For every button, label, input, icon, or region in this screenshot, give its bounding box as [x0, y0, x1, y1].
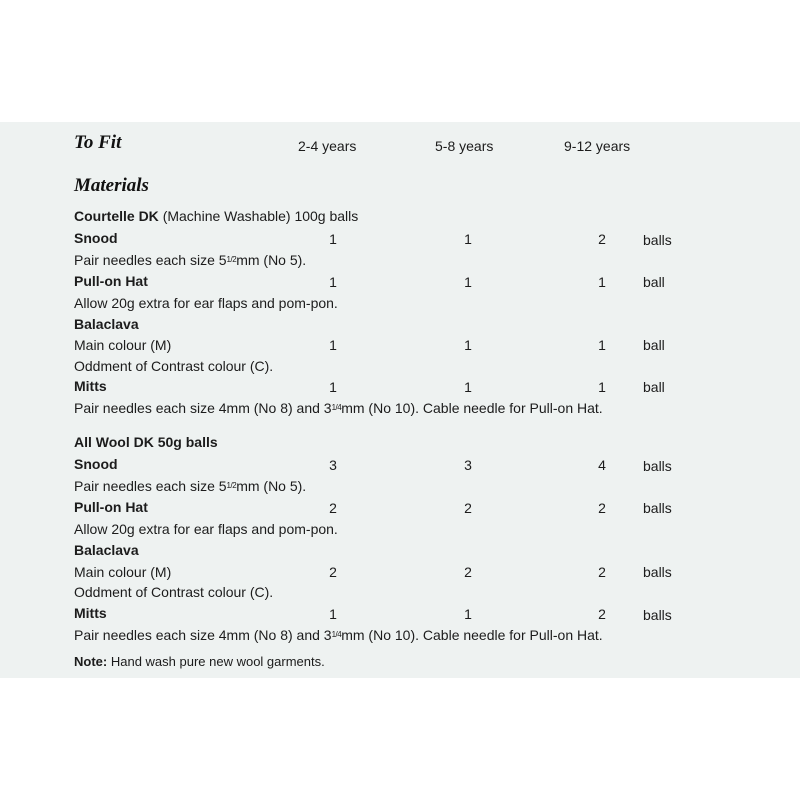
courtelle-contrast-note: Oddment of Contrast colour (C).: [74, 358, 274, 374]
wool-hat-qty-3: 2: [598, 500, 606, 516]
courtelle-hat-note: Allow 20g extra for ear flaps and pom-pon.: [74, 295, 338, 311]
wool-hat-qty-1: 2: [329, 500, 337, 516]
wool-snood-unit: balls: [643, 458, 672, 474]
wool-snood-needles: Pair needles each size $5^{1/2}mm$ (No 5).: [74, 478, 307, 494]
wool-main-colour-qty-3: 2: [598, 564, 606, 580]
courtelle-title: [74, 208, 358, 224]
wool-mitts-qty-1: 1: [329, 606, 337, 622]
courtelle-balaclava-label: Balaclava: [74, 316, 139, 332]
wool-mitts-unit: balls: [643, 607, 672, 623]
wool-contrast-note: Oddment of Contrast colour (C).: [74, 584, 274, 600]
wool-mitts-qty-3: 2: [598, 606, 606, 622]
courtelle-main-colour-unit: ball: [643, 337, 665, 353]
to-fit-heading: To Fit: [74, 132, 122, 153]
courtelle-snood-qty-3: 2: [598, 231, 606, 247]
courtelle-main-colour-qty-3: 1: [598, 337, 606, 353]
wool-hat-unit: balls: [643, 500, 672, 516]
courtelle-hat-unit: ball: [643, 274, 665, 290]
wool-main-colour-label: Main colour (M): [74, 564, 172, 580]
courtelle-main-colour-qty-1: 1: [329, 337, 337, 353]
wool-main-colour-qty-1: 2: [329, 564, 337, 580]
wool-mitts-needles: Pair needles each size 4mm (No 8) and $3^{1/4}mm$ (No 10). Cable needle for Pull-on Hat.: [74, 627, 603, 643]
wool-balaclava-label: Balaclava: [74, 542, 139, 558]
wool-mitts-label: Mitts: [74, 605, 107, 621]
courtelle-mitts-qty-2: 1: [464, 379, 472, 395]
size-9-12: 9-12 years: [564, 138, 631, 154]
courtelle-mitts-qty-1: 1: [329, 379, 337, 395]
wool-title: All Wool DK 50g balls: [74, 434, 218, 450]
care-note: [74, 654, 325, 669]
wool-hat-note: Allow 20g extra for ear flaps and pom-pon.: [74, 521, 338, 537]
courtelle-title-bold: Courtelle DK: [74, 208, 159, 224]
courtelle-main-colour-label: Main colour (M): [74, 337, 172, 353]
wool-snood-qty-1: 3: [329, 457, 337, 473]
courtelle-title-rest: (Machine Washable) 100g balls: [162, 208, 359, 224]
courtelle-mitts-qty-3: 1: [598, 379, 606, 395]
courtelle-mitts-unit: ball: [643, 379, 665, 395]
courtelle-hat-label: Pull-on Hat: [74, 273, 148, 289]
courtelle-snood-needles: Pair needles each size $5^{1/2}mm$ (No 5).: [74, 252, 307, 268]
courtelle-hat-qty-2: 1: [464, 274, 472, 290]
wool-main-colour-unit: balls: [643, 564, 672, 580]
courtelle-hat-qty-1: 1: [329, 274, 337, 290]
wool-hat-label: Pull-on Hat: [74, 499, 148, 515]
materials-heading: Materials: [74, 175, 149, 196]
courtelle-hat-qty-3: 1: [598, 274, 606, 290]
wool-snood-qty-3: 4: [598, 457, 606, 473]
wool-snood-label: Snood: [74, 456, 118, 472]
care-note-text: Hand wash pure new wool garments.: [110, 654, 325, 669]
wool-hat-qty-2: 2: [464, 500, 472, 516]
wool-snood-qty-2: 3: [464, 457, 472, 473]
courtelle-main-colour-qty-2: 1: [464, 337, 472, 353]
care-note-label: Note:: [74, 654, 108, 669]
wool-mitts-qty-2: 1: [464, 606, 472, 622]
wool-main-colour-qty-2: 2: [464, 564, 472, 580]
courtelle-mitts-label: Mitts: [74, 378, 107, 394]
courtelle-snood-label: Snood: [74, 230, 118, 246]
size-5-8: 5-8 years: [435, 138, 494, 154]
size-2-4: 2-4 years: [298, 138, 357, 154]
pattern-page: [0, 122, 800, 678]
courtelle-snood-qty-1: 1: [329, 231, 337, 247]
courtelle-snood-qty-2: 1: [464, 231, 472, 247]
courtelle-snood-unit: balls: [643, 232, 672, 248]
courtelle-mitts-needles: Pair needles each size 4mm (No 8) and $3^{1/4}mm$ (No 10). Cable needle for Pull-on Hat.: [74, 400, 603, 416]
